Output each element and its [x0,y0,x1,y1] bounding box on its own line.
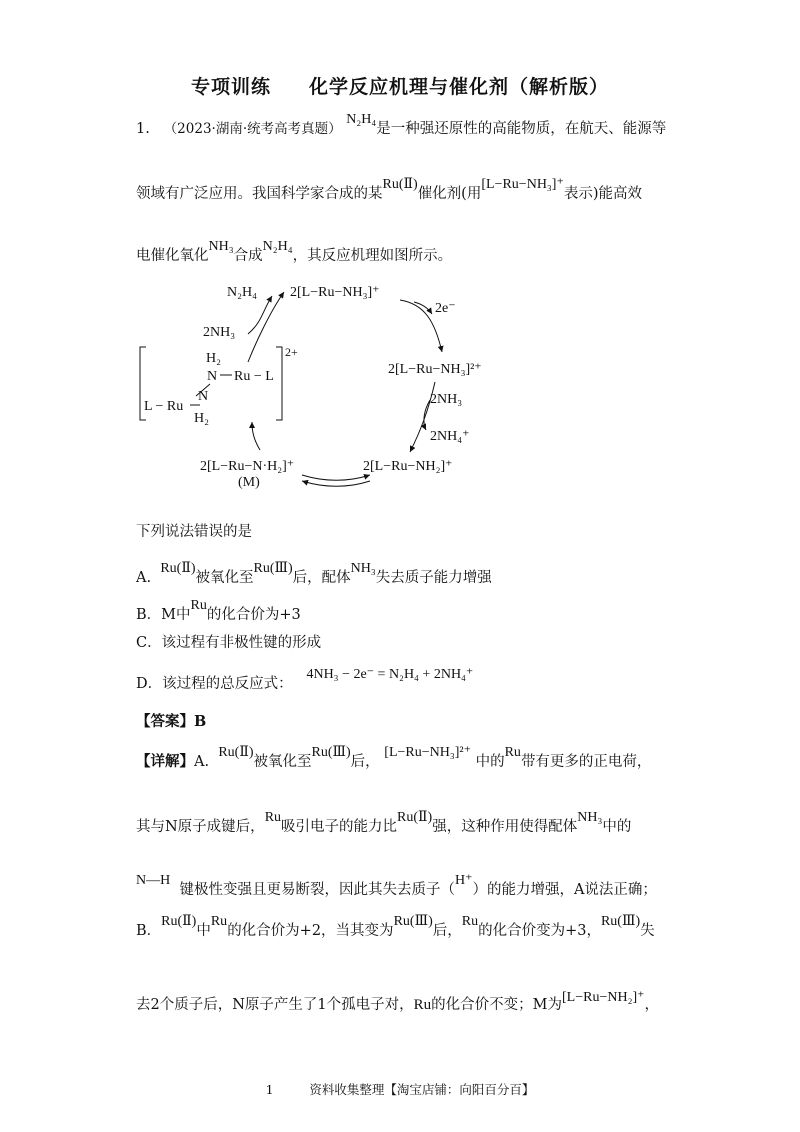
diagram-top-complex: 2[L−Ru−NH₃]⁺ [290,285,380,300]
explanation-l5-ru: Ru [413,997,432,1013]
explanation-l4-ru2: Ru(Ⅱ) [161,914,197,929]
explanation-l4-ru3-b: Ru(Ⅲ) [600,914,641,929]
q1-line-2-c: 表示)能高效 [563,186,643,202]
option-a-nh3: NH₃ [350,561,376,576]
option-d-text: D．该过程的总反应式： [136,676,293,692]
arrow-equilibrium-back [302,481,370,486]
page-footer [0,1080,800,1098]
q1-source: （2023·湖南·统考高考真题） [163,121,342,137]
dimer-h2-bottom: H₂ [194,411,209,426]
q1-line-3-a: 电催化氧化 [136,248,209,264]
explanation-l5-a: 去2个质子后，N原子产生了1个孤电子对， [136,997,414,1013]
option-a-mid2: 后，配体 [292,570,351,586]
explanation-l3-b: ）的能力增强，A说法正确； [472,882,657,898]
title-part-2: 化学反应机理与催化剂（解析版） [309,76,610,98]
option-b-end: 的化合价为+3 [206,607,301,623]
diagram-bottom-right-complex: 2[L−Ru−NH₂]⁺ [363,459,453,474]
q1-line-1 [136,112,667,138]
explanation-l3-a: 键极性变强且更易断裂，因此其失去质子（ [179,882,455,898]
explanation-line-5 [136,990,660,1014]
diagram-right-complex: 2[L−Ru−NH₃]²⁺ [388,362,482,377]
q1-line-3-c: ，其反应机理如图所示。 [292,248,453,264]
explanation-l1-complex: [L−Ru−NH₃]²⁺ [384,745,471,760]
explanation-l1-ru3: Ru(Ⅲ) [311,745,351,760]
explanation-l1-ru: Ru [504,745,521,760]
explanation-l2-d: 中的 [602,819,632,835]
diagram-2nh3-left: 2NH₃ [203,325,236,340]
explanation-line-1 [136,745,652,771]
arrow-release-n2h4 [248,296,272,334]
explanation-l5-complex: [L−Ru−NH₂]⁺ [562,990,645,1005]
explanation-l3-proton: H⁺ [454,873,473,888]
explanation-l4-f: 失 [640,923,655,939]
explanation-l4-d: 后， [432,923,462,939]
option-d [136,667,474,693]
diagram-electrons: 2e⁻ [435,301,456,316]
arrow-electron-release [414,302,432,314]
answer-value: B [194,713,207,730]
diagram-bottom-left-complex: 2[L−Ru−N·H₂]⁺ [200,459,295,474]
explanation-l4-ru: Ru [210,914,228,929]
option-c: C．该过程有非极性键的形成 [136,635,322,651]
explanation-l2-b: 吸引电子的能力比 [281,819,398,835]
q1-line-3-b: 合成 [233,248,263,264]
explanation-l5-c: ， [644,997,660,1013]
question-stem: 下列说法错误的是 [136,524,252,540]
arrow-cycle-top-left [248,292,284,362]
dimer-n-top: N [207,369,218,384]
mechanism-diagram [130,272,530,502]
option-a-label: A. [136,570,152,586]
arrow-equilibrium-forward [302,475,370,480]
dimer-h2-top: H₂ [206,351,221,366]
diagram-2nh4: 2NH₄⁺ [430,429,470,444]
option-a-ru2: Ru(Ⅱ) [160,561,196,576]
option-b-text: B．M中 [136,607,191,623]
explanation-l2-nh3: NH₃ [577,810,603,825]
explanation-l4-e: 的化合价变为+3， [478,923,601,939]
answer [136,710,206,731]
q1-nh3: NH₃ [208,239,234,254]
dimer-n-bottom: N [198,389,209,404]
explanation-label: 【详解】 [136,753,194,770]
explanation-l4-b: 中 [196,923,211,939]
explanation-l4-c: 的化合价为+2，当其变为 [227,923,394,939]
explanation-l3-nh-bond: N—H [136,873,171,888]
q1-line-3 [136,239,453,265]
option-a-end: 失去质子能力增强 [375,570,492,586]
explanation-l2-a: 其与N原子成键后， [136,819,265,835]
dimer-ru-l: Ru − L [234,369,274,384]
explanation-line-4 [136,914,655,940]
q1-number: 1. [136,121,150,137]
q1-line-2 [136,177,643,203]
title-part-1: 专项训练 [190,76,271,98]
diagram-n2h4: N₂H₄ [227,285,257,300]
option-d-equation: 4NH₃ − 2e⁻ = N₂H₄ + 2NH₄⁺ [306,667,474,682]
explanation-l1-ru2: Ru(Ⅱ) [218,745,254,760]
explanation-l1-c: 后， [350,754,380,770]
arrow-cycle-left [252,422,260,450]
explanation-l2-c: 强，这种作用使得配体 [432,819,578,835]
explanation-l1-e: 带有更多的正电荷， [520,754,652,770]
explanation-l1-d: 中的 [475,754,505,770]
explanation-l1-b: 被氧化至 [253,754,312,770]
page-number: 1 [265,1082,274,1097]
dimer-l-ru: L − Ru [144,399,184,414]
q1-line-1-text: 是一种强还原性的高能物质，在航天、能源等 [376,121,667,137]
explanation-line-3 [136,873,657,899]
page-title [0,72,800,99]
explanation-l4-ru3: Ru(Ⅲ) [393,914,433,929]
explanation-line-2 [136,810,632,836]
diagram-m-label: (M) [238,475,260,490]
option-b [136,598,301,624]
explanation-l4-ru-b: Ru [461,914,479,929]
footer-text: 资料收集整理【淘宝店铺：向阳百分百】 [309,1082,535,1097]
explanation-l2-ru2: Ru(Ⅱ) [397,810,433,825]
q1-catalyst-complex: [L−Ru−NH₃]⁺ [481,177,564,192]
explanation-l2-ru: Ru [264,810,282,825]
explanation-l5-b: 的化合价不变；M为 [431,997,563,1013]
q1-ru2: Ru(Ⅱ) [382,177,418,192]
q1-line-2-a: 领域有广泛应用。我国科学家合成的某 [136,186,383,202]
explanation-l1-a: A. [194,754,210,770]
diagram-2nh3-right: 2NH₃ [430,392,463,407]
option-b-ru: Ru [190,598,207,613]
option-a [136,561,492,587]
dimer-charge: 2+ [285,345,298,359]
dimer-bracket-right [276,347,282,420]
answer-label: 【答案】 [136,713,194,730]
q1-n2h4-2: N₂H₄ [262,239,293,254]
q1-n2h4: N₂H₄ [346,112,377,127]
explanation-l4-a: B． [136,923,162,939]
q1-line-2-b: 催化剂(用 [417,186,482,202]
option-a-mid: 被氧化至 [195,570,254,586]
option-a-ru3: Ru(Ⅲ) [253,561,293,576]
